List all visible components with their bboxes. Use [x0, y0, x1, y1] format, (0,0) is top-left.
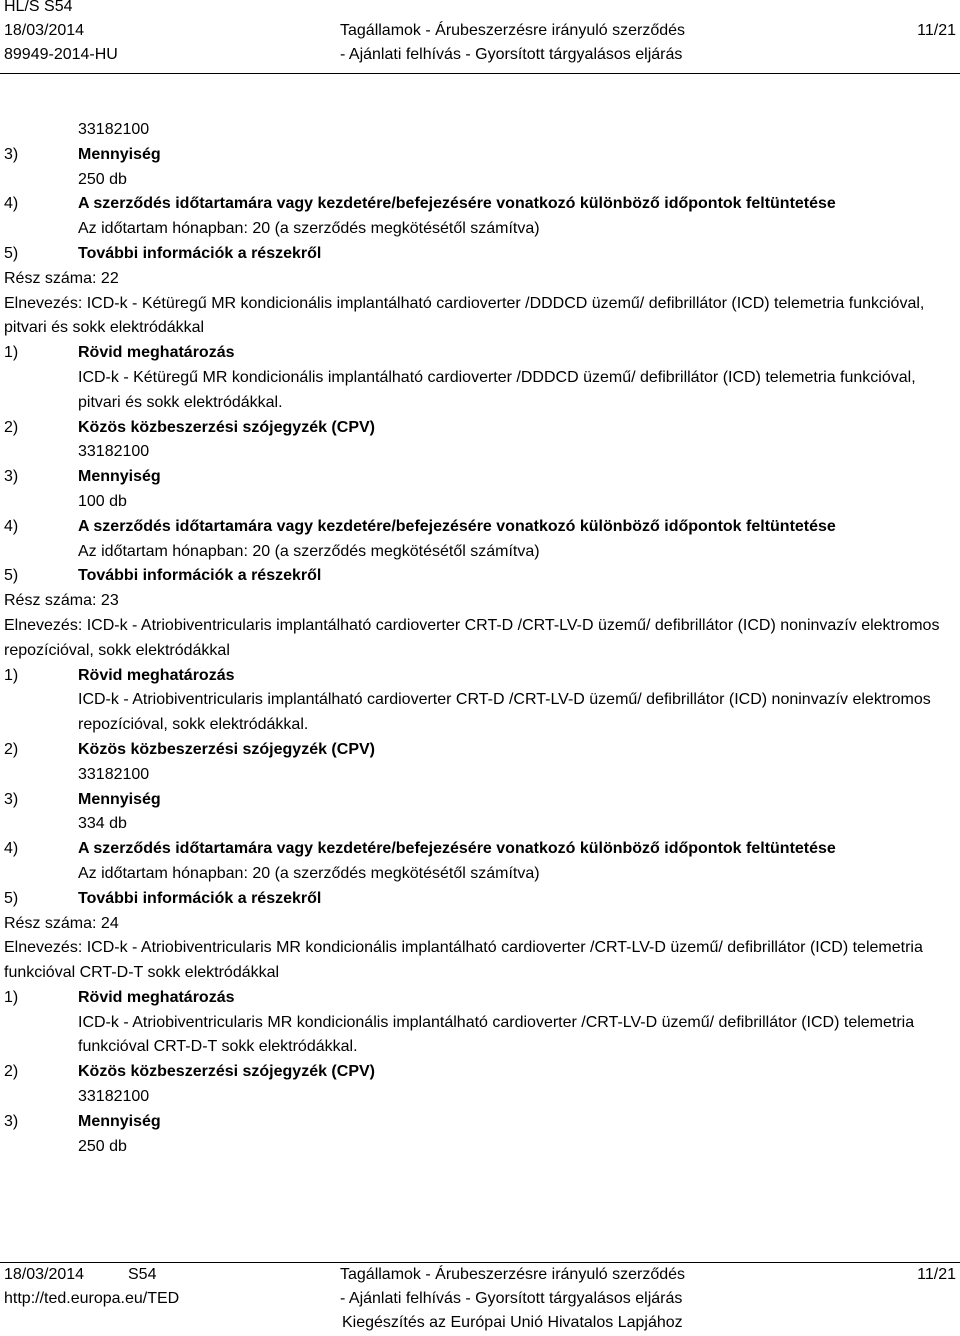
cpv-code: 33182100	[78, 443, 150, 461]
short-description: ICD-k - Kétüregű MR kondicionális implantálható cardioverter /DDDCD üzemű/ defibrillátor (ICD) telemetria funkcióval, pitvari és sokk elektródákkal.	[78, 368, 916, 411]
cpv-code: 33182100	[78, 121, 150, 138]
duration-value: Az időtartam hónapban: 20 (a szerződés megkötésétől számítva)	[78, 220, 540, 238]
footer-title-line1: Tagállamok - Árubeszerzésre irányuló szerződés	[340, 1266, 686, 1283]
short-description-heading: 1) Rövid meghatározás	[4, 666, 235, 684]
quantity-heading: 3) Mennyiség	[4, 790, 161, 808]
header-ref: HL/S S54	[4, 0, 73, 15]
document-body	[4, 118, 956, 1159]
quantity-value: 250 db	[78, 1137, 127, 1155]
part-name: Elnevezés: ICD-k - Atriobiventricularis MR kondicionális implantálható cardioverter /CRT-LV-D üzemű/ defibrillátor (ICD) telemetria funkcióval CRT-D-T sokk elektródákkal	[4, 939, 923, 982]
part-number: Rész száma: 23	[4, 592, 119, 610]
header-doc-id: 89949-2014-HU	[4, 46, 118, 63]
info-heading: 5) További információk a részekről	[4, 889, 322, 907]
quantity-heading: 3) Mennyiség	[4, 1112, 161, 1130]
info-heading: 5) További információk a részekről	[4, 244, 322, 262]
duration-heading: 4) A szerződés időtartamára vagy kezdetére/befejezésére vonatkozó különböző időpontok feltüntetése	[4, 517, 836, 535]
header-date: 18/03/2014	[4, 22, 85, 39]
cpv-heading: 2) Közös közbeszerzési szójegyzék (CPV)	[4, 1063, 375, 1081]
cpv-heading: 2) Közös közbeszerzési szójegyzék (CPV)	[4, 740, 375, 758]
part-number: Rész száma: 24	[4, 914, 119, 932]
footer-ref: S54	[128, 1266, 157, 1283]
cpv-code: 33182100	[78, 1088, 150, 1106]
page-footer	[0, 1262, 960, 1335]
short-description: ICD-k - Atriobiventricularis implantálható cardioverter CRT-D /CRT-LV-D üzemű/ defibrillátor (ICD) noninvazív elektromos repozícióval, sokk elektródákkal.	[78, 691, 931, 734]
quantity-value: 334 db	[78, 815, 127, 833]
short-description-heading: 1) Rövid meghatározás	[4, 988, 235, 1006]
footer-title-line3: Kiegészítés az Európai Unió Hivatalos Lapjához	[342, 1314, 683, 1331]
cpv-heading: 2) Közös közbeszerzési szójegyzék (CPV)	[4, 418, 375, 436]
cpv-code: 33182100	[78, 765, 150, 783]
footer-url-link[interactable]: http://ted.europa.eu/TED	[4, 1290, 180, 1307]
short-description-heading: 1) Rövid meghatározás	[4, 344, 235, 362]
quantity-heading: 3) Mennyiség	[4, 145, 161, 163]
duration-heading: 4) A szerződés időtartamára vagy kezdetére/befejezésére vonatkozó különböző időpontok feltüntetése	[4, 840, 836, 858]
footer-page-number: 11/21	[917, 1266, 956, 1283]
info-heading: 5) További információk a részekről	[4, 567, 322, 585]
part-name: Elnevezés: ICD-k - Kétüregű MR kondicionális implantálható cardioverter /DDDCD üzemű/ defibrillátor (ICD) telemetria funkcióval, pitvari és sokk elektródákkal	[4, 294, 925, 337]
page-header	[0, 0, 960, 74]
quantity-heading: 3) Mennyiség	[4, 468, 161, 486]
header-title-line1: Tagállamok - Árubeszerzésre irányuló szerződés	[340, 22, 686, 39]
duration-value: Az időtartam hónapban: 20 (a szerződés megkötésétől számítva)	[78, 542, 540, 560]
quantity-value: 100 db	[78, 492, 127, 510]
footer-title-line2: - Ajánlati felhívás - Gyorsított tárgyalásos eljárás	[340, 1290, 683, 1307]
duration-value: Az időtartam hónapban: 20 (a szerződés megkötésétől számítva)	[78, 864, 540, 882]
header-title-line2: - Ajánlati felhívás - Gyorsított tárgyalásos eljárás	[340, 46, 683, 63]
short-description: ICD-k - Atriobiventricularis MR kondicionális implantálható cardioverter /CRT-LV-D üzemű/ defibrillátor (ICD) telemetria funkcióval CRT-D-T sokk elektródákkal.	[78, 1013, 915, 1056]
duration-heading: 4) A szerződés időtartamára vagy kezdetére/befejezésére vonatkozó különböző időpontok feltüntetése	[4, 195, 836, 213]
header-page-number: 11/21	[917, 22, 956, 39]
quantity-value: 250 db	[78, 170, 127, 188]
footer-date: 18/03/2014	[4, 1266, 85, 1283]
part-name: Elnevezés: ICD-k - Atriobiventricularis implantálható cardioverter CRT-D /CRT-LV-D üzemű/ defibrillátor (ICD) noninvazív elektromos repozícióval, sokk elektródákkal	[4, 616, 940, 659]
part-number: Rész száma: 22	[4, 269, 119, 287]
